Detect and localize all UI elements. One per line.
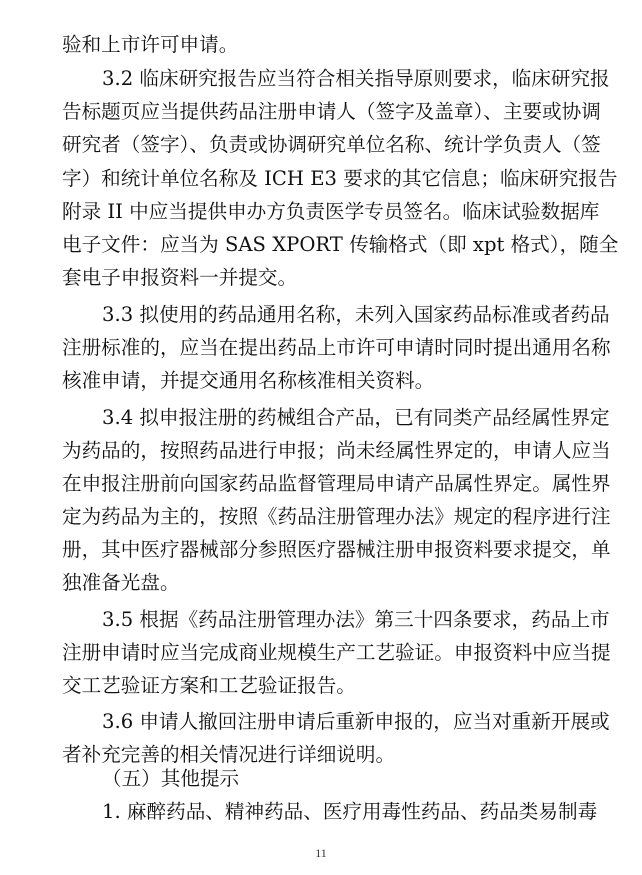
text-line: 研究者（签字）、负责或协调研究单位名称、统计学负责人（签 xyxy=(62,133,601,156)
text-line: 注册申请时应当完成商业规模生产工艺验证。申报资料中应当提 xyxy=(62,641,611,664)
text-line: 告标题页应当提供药品注册申请人（签字及盖章）、主要或协调 xyxy=(62,100,601,123)
text-line: 3.6 申请人撤回注册申请后重新申报的，应当对重新开展或 xyxy=(102,710,610,733)
text-line: 册，其中医疗器械部分参照医疗器械注册申报资料要求提交，单 xyxy=(62,538,611,561)
text-line: 套电子申报资料一并提交。 xyxy=(62,266,298,289)
text-line: 交工艺验证方案和工艺验证报告。 xyxy=(62,674,356,697)
text-line: 附录 II 中应当提供申办方负责医学专员签名。临床试验数据库 xyxy=(62,200,600,223)
text-line: 3.4 拟申报注册的药械组合产品，已有同类产品经属性界定 xyxy=(102,406,610,429)
text-line: 核准申请，并提交通用名称核准相关资料。 xyxy=(62,369,435,392)
text-line: 者补充完善的相关情况进行详细说明。 xyxy=(62,743,396,766)
text-line: 3.3 拟使用的药品通用名称，未列入国家药品标准或者药品 xyxy=(102,303,610,326)
text-line: 电子文件：应当为 SAS XPORT 传输格式（即 xpt 格式），随全 xyxy=(62,233,619,256)
text-line: 为药品的，按照药品进行申报；尚未经属性界定的，申请人应当 xyxy=(62,439,611,462)
text-line: 3.5 根据《药品注册管理办法》第三十四条要求，药品上市 xyxy=(102,608,610,631)
text-line: 在申报注册前向国家药品监督管理局申请产品属性界定。属性界 xyxy=(62,472,611,495)
list-item: 1. 麻醉药品、精神药品、医疗用毒性药品、药品类易制毒 xyxy=(102,800,598,823)
text-line: 注册标准的，应当在提出药品上市许可申请时同时提出通用名称 xyxy=(62,336,611,359)
text-line: 定为药品为主的，按照《药品注册管理办法》规定的程序进行注 xyxy=(62,505,611,528)
section-heading: （五）其他提示 xyxy=(102,767,240,790)
text-line: 3.2 临床研究报告应当符合相关指导原则要求，临床研究报 xyxy=(102,67,610,90)
text-line: 字）和统计单位名称及 ICH E3 要求的其它信息；临床研究报告 xyxy=(62,167,618,190)
text-line: 独准备光盘。 xyxy=(62,571,180,594)
page-number: 11 xyxy=(315,846,327,860)
text-line: 验和上市许可申请。 xyxy=(62,33,239,56)
